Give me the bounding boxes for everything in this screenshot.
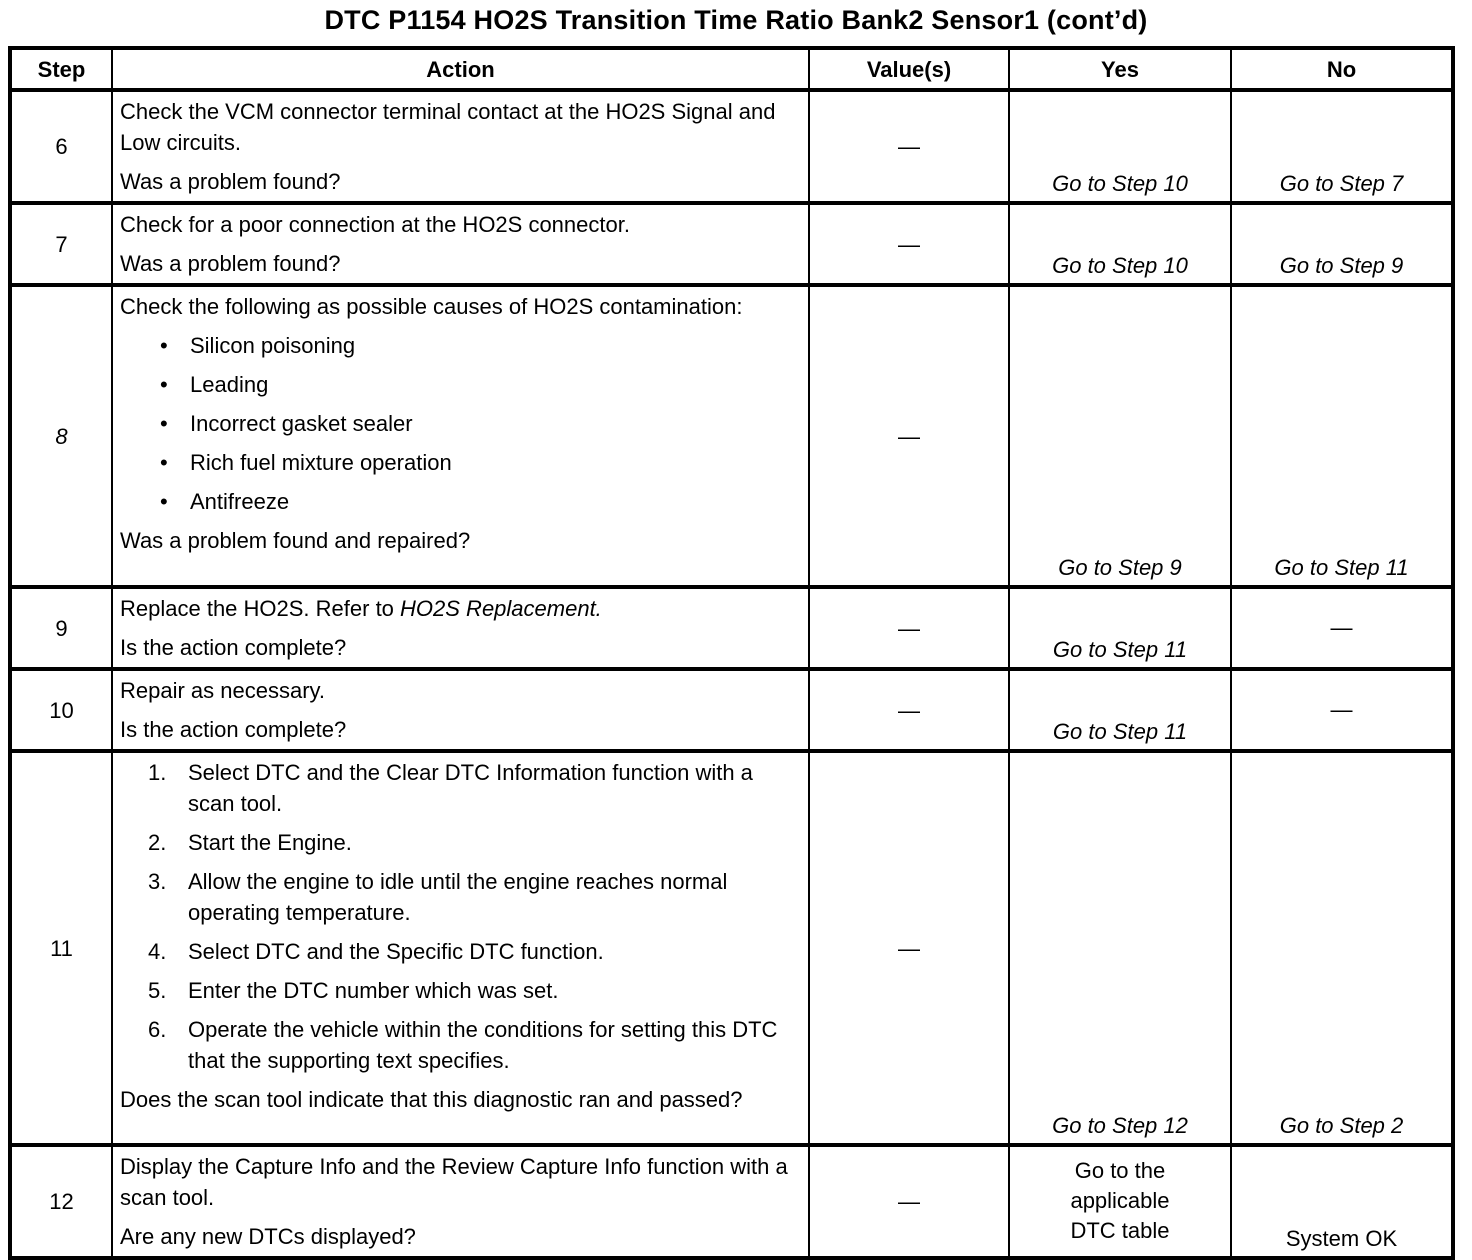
action-cell bbox=[112, 751, 809, 1145]
action-cell bbox=[112, 587, 809, 669]
table-row bbox=[10, 90, 1453, 203]
table-row bbox=[10, 751, 1453, 1145]
yes-cell: Go to Step 12 bbox=[1009, 751, 1231, 1145]
action-text: Check the following as possible causes of HO2S contamination: bbox=[120, 294, 743, 319]
table-row bbox=[10, 669, 1453, 751]
list-item: • Leading bbox=[160, 369, 802, 400]
action-cell bbox=[112, 203, 809, 285]
step-number: 6 bbox=[10, 90, 112, 203]
action-cell bbox=[112, 90, 809, 203]
header-action: Action bbox=[112, 48, 809, 90]
action-text: Check the VCM connector terminal contact at the HO2S Signal and Low circuits. bbox=[120, 99, 776, 155]
value-cell: — bbox=[809, 90, 1009, 203]
action-question: Are any new DTCs displayed? bbox=[120, 1224, 416, 1249]
value-cell: — bbox=[809, 587, 1009, 669]
step-number: 10 bbox=[10, 669, 112, 751]
value-cell: — bbox=[809, 203, 1009, 285]
list-item: • Silicon poisoning bbox=[160, 330, 802, 361]
action-question: Was a problem found and repaired? bbox=[120, 528, 471, 553]
header-no: No bbox=[1231, 48, 1453, 90]
list-item: • Antifreeze bbox=[160, 486, 802, 517]
table-row bbox=[10, 285, 1453, 587]
header-yes: Yes bbox=[1009, 48, 1231, 90]
step-number: 9 bbox=[10, 587, 112, 669]
table-row bbox=[10, 587, 1453, 669]
list-item: 4. Select DTC and the Specific DTC function. bbox=[148, 939, 604, 964]
action-cell bbox=[112, 285, 809, 587]
action-cell bbox=[112, 669, 809, 751]
bullet-icon: • bbox=[160, 372, 168, 397]
value-cell: — bbox=[809, 751, 1009, 1145]
bullet-icon: • bbox=[160, 489, 168, 514]
yes-cell: Go to Step 10 bbox=[1009, 203, 1231, 285]
yes-cell: Go to Step 11 bbox=[1009, 587, 1231, 669]
procedure-list bbox=[120, 757, 802, 1076]
action-text: Replace the HO2S. Refer to HO2S Replacement. bbox=[120, 596, 602, 621]
yes-cell: Go to Step 9 bbox=[1009, 285, 1231, 587]
action-text: Display the Capture Info and the Review Capture Info function with a scan tool. bbox=[120, 1154, 788, 1210]
yes-cell: Go to Step 10 bbox=[1009, 90, 1231, 203]
list-item: 1. Select DTC and the Clear DTC Information function with a scan tool. bbox=[148, 760, 753, 816]
list-item: 6. Operate the vehicle within the conditions for setting this DTC that the supporting text specifies. bbox=[148, 1017, 778, 1073]
bullet-icon: • bbox=[160, 411, 168, 436]
no-cell: — bbox=[1231, 669, 1453, 751]
no-cell: Go to Step 7 bbox=[1231, 90, 1453, 203]
action-text: Repair as necessary. bbox=[120, 678, 326, 703]
no-cell: — bbox=[1231, 587, 1453, 669]
no-cell: Go to Step 9 bbox=[1231, 203, 1453, 285]
action-text: Check for a poor connection at the HO2S connector. bbox=[120, 212, 630, 237]
step-number: 7 bbox=[10, 203, 112, 285]
list-item: 5. Enter the DTC number which was set. bbox=[148, 978, 559, 1003]
reference-link: HO2S Replacement. bbox=[400, 596, 602, 621]
list-item: 3. Allow the engine to idle until the engine reaches normal operating temperature. bbox=[148, 869, 728, 925]
page-title: DTC P1154 HO2S Transition Time Ratio Bank2 Sensor1 (cont’d) bbox=[324, 5, 1148, 35]
cause-list bbox=[120, 330, 802, 517]
value-cell: — bbox=[809, 285, 1009, 587]
table-row bbox=[10, 1145, 1453, 1258]
value-cell: — bbox=[809, 669, 1009, 751]
list-item: 2. Start the Engine. bbox=[148, 830, 352, 855]
bullet-icon: • bbox=[160, 333, 168, 358]
bullet-icon: • bbox=[160, 450, 168, 475]
yes-cell: Go to the applicable DTC table bbox=[1009, 1145, 1231, 1258]
no-cell: Go to Step 11 bbox=[1231, 285, 1453, 587]
no-cell: System OK bbox=[1231, 1145, 1453, 1258]
step-number: 8 bbox=[10, 285, 112, 587]
list-item: • Incorrect gasket sealer bbox=[160, 408, 802, 439]
value-cell: — bbox=[809, 1145, 1009, 1258]
table-row bbox=[10, 203, 1453, 285]
action-question: Was a problem found? bbox=[120, 169, 341, 194]
step-number: 12 bbox=[10, 1145, 112, 1258]
yes-cell: Go to Step 11 bbox=[1009, 669, 1231, 751]
header-values: Value(s) bbox=[809, 48, 1009, 90]
list-item: • Rich fuel mixture operation bbox=[160, 447, 802, 478]
header-step: Step bbox=[10, 48, 112, 90]
action-cell bbox=[112, 1145, 809, 1258]
step-number: 11 bbox=[10, 751, 112, 1145]
no-cell: Go to Step 2 bbox=[1231, 751, 1453, 1145]
action-question: Does the scan tool indicate that this diagnostic ran and passed? bbox=[120, 1087, 743, 1112]
action-question: Was a problem found? bbox=[120, 251, 341, 276]
action-question: Is the action complete? bbox=[120, 635, 347, 660]
diagnostic-table bbox=[8, 46, 1455, 1260]
action-question: Is the action complete? bbox=[120, 717, 347, 742]
header-row bbox=[10, 48, 1453, 90]
